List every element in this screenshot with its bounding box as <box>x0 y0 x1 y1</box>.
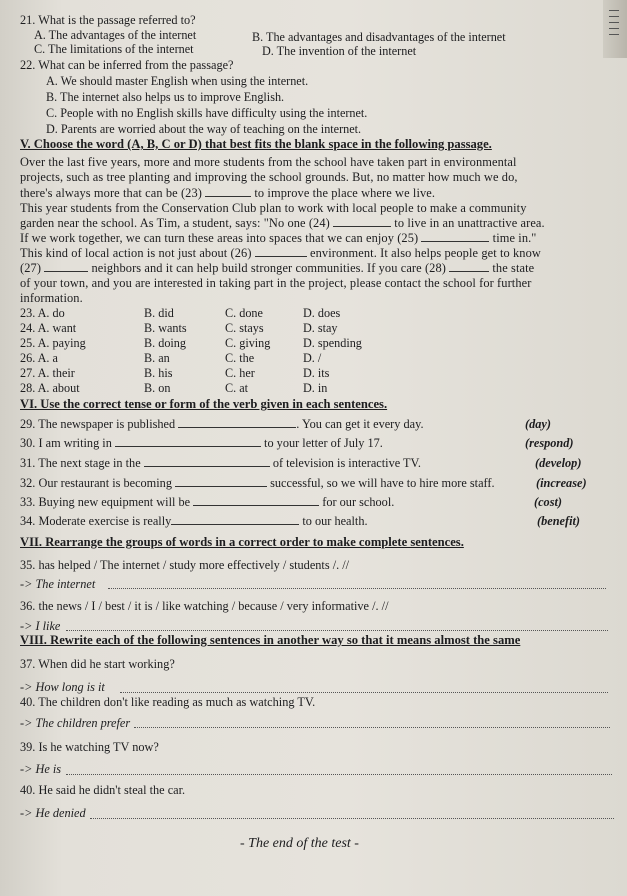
question-29: 29. The newspaper is published . You can get it every day. <box>20 417 424 431</box>
question-35: 35. has helped / The internet / study more effectively / students /. // <box>20 558 350 572</box>
option-d: D. does <box>303 306 341 320</box>
q21-option-a: A. The advantages of the internet <box>34 28 197 42</box>
passage-line: (27) neighbors and it can help build stronger communities. If you care (28) the state <box>20 261 535 275</box>
blank-27[interactable] <box>44 270 88 272</box>
hint-29: (day) <box>525 417 551 431</box>
answer-blank-29[interactable] <box>178 426 296 428</box>
passage-line: Over the last five years, more and more students from the school have taken part in environmental <box>20 155 517 169</box>
options-27-number: 27. A. their <box>20 366 75 380</box>
q21-option-b: B. The advantages and disadvantages of the internet <box>252 30 506 44</box>
answer-blank-32[interactable] <box>175 485 267 487</box>
answer-blank-33[interactable] <box>193 504 319 506</box>
q22-option-c: C. People with no English skills have difficulty using the internet. <box>46 106 368 120</box>
answer-prompt-37: -> How long is it <box>20 680 105 694</box>
answer-prompt-35: -> The internet <box>20 577 96 591</box>
q21-option-d: D. The invention of the internet <box>262 44 417 58</box>
options-25-number: 25. A. paying <box>20 336 86 350</box>
question-34: 34. Moderate exercise is really to our health. <box>20 514 368 528</box>
q21-option-c: C. The limitations of the internet <box>34 42 194 56</box>
question-40b: 40. He said he didn't steal the car. <box>20 783 186 797</box>
option-b: B. did <box>144 306 174 320</box>
option-b: B. wants <box>144 321 187 335</box>
option-b: B. an <box>144 351 170 365</box>
passage-line: garden near the school. As Tim, a student, says: "No one (24) to live in an unattractive area. <box>20 216 545 230</box>
options-28-number: 28. A. about <box>20 381 80 395</box>
option-d: D. / <box>303 351 322 365</box>
q22-option-d: D. Parents are worried about the way of teaching on the internet. <box>46 122 362 136</box>
options-26-number: 26. A. a <box>20 351 58 365</box>
passage-line: This kind of local action is not just about (26) environment. It also helps people get to know <box>20 246 541 260</box>
question-40a: 40. The children don't like reading as much as watching TV. <box>20 695 316 709</box>
option-b: B. on <box>144 381 171 395</box>
passage-line: projects, such as tree planting and improving the school grounds. But, no matter how much we do, <box>20 170 518 184</box>
answer-prompt-36: -> I like <box>20 619 61 633</box>
hint-33: (cost) <box>534 495 562 509</box>
answer-line-39[interactable] <box>66 774 612 775</box>
passage-line: If we work together, we can turn these areas into spaces that we can enjoy (25) time in." <box>20 231 537 245</box>
blank-24[interactable] <box>333 225 391 227</box>
answer-line-37[interactable] <box>120 692 608 693</box>
option-c: C. stays <box>225 321 264 335</box>
passage-line: of your town, and you are interested in taking part in the project, please contact the school for further <box>20 276 532 290</box>
question-31: 31. The next stage in the of television is interactive TV. <box>20 456 421 470</box>
section-5-title: V. Choose the word (A, B, C or D) that best fits the blank space in the following passage. <box>20 137 492 151</box>
option-c: C. giving <box>225 336 271 350</box>
options-24-number: 24. A. want <box>20 321 77 335</box>
q22-option-b: B. The internet also helps us to improve English. <box>46 90 285 104</box>
answer-prompt-40b: -> He denied <box>20 806 86 820</box>
question-33: 33. Buying new equipment will be for our school. <box>20 495 395 509</box>
answer-line-36[interactable] <box>66 630 608 631</box>
option-d: D. stay <box>303 321 338 335</box>
answer-prompt-39: -> He is <box>20 762 62 776</box>
option-b: B. doing <box>144 336 186 350</box>
passage-line: there's always more that can be (23) to improve the place where we live. <box>20 186 436 200</box>
answer-prompt-40a: -> The children prefer <box>20 716 131 730</box>
answer-blank-34[interactable] <box>171 523 299 525</box>
section-7-title: VII. Rearrange the groups of words in a correct order to make complete sentences. <box>20 535 464 549</box>
blank-28[interactable] <box>449 270 489 272</box>
option-b: B. his <box>144 366 173 380</box>
option-d: D. its <box>303 366 330 380</box>
question-37: 37. When did he start working? <box>20 657 175 671</box>
question-22: 22. What can be inferred from the passage? <box>20 58 234 72</box>
options-23-number: 23. A. do <box>20 306 65 320</box>
answer-blank-30[interactable] <box>115 445 261 447</box>
blank-26[interactable] <box>255 255 307 257</box>
answer-blank-31[interactable] <box>144 465 270 467</box>
section-6-title: VI. Use the correct tense or form of the verb given in each sentences. <box>20 397 388 411</box>
page-fold-shadow <box>603 0 627 58</box>
question-21: 21. What is the passage referred to? <box>20 13 196 27</box>
option-c: C. the <box>225 351 255 365</box>
option-c: C. done <box>225 306 263 320</box>
hint-31: (develop) <box>535 456 582 470</box>
option-d: D. spending <box>303 336 362 350</box>
passage-line: information. <box>20 291 83 305</box>
option-c: C. her <box>225 366 255 380</box>
answer-line-40a[interactable] <box>134 727 610 728</box>
question-36: 36. the news / I / best / it is / like watching / because / very informative /. // <box>20 599 389 613</box>
answer-line-40b[interactable] <box>90 818 614 819</box>
question-32: 32. Our restaurant is becoming successful, so we will have to hire more staff. <box>20 476 495 490</box>
section-8-title: VIII. Rewrite each of the following sentences in another way so that it means almost the same <box>20 633 521 647</box>
hint-30: (respond) <box>525 436 574 450</box>
hint-34: (benefit) <box>537 514 581 528</box>
question-30: 30. I am writing in to your letter of July 17. <box>20 436 383 450</box>
answer-line-35[interactable] <box>108 588 606 589</box>
blank-23[interactable] <box>205 195 251 197</box>
end-of-test-text: - The end of the test - <box>240 836 359 851</box>
q22-option-a: A. We should master English when using the internet. <box>46 74 309 88</box>
hint-32: (increase) <box>536 476 587 490</box>
question-39: 39. Is he watching TV now? <box>20 740 159 754</box>
blank-25[interactable] <box>421 240 489 242</box>
option-c: C. at <box>225 381 249 395</box>
passage-line: This year students from the Conservation Club plan to work with local people to make a community <box>20 201 527 215</box>
option-d: D. in <box>303 381 328 395</box>
